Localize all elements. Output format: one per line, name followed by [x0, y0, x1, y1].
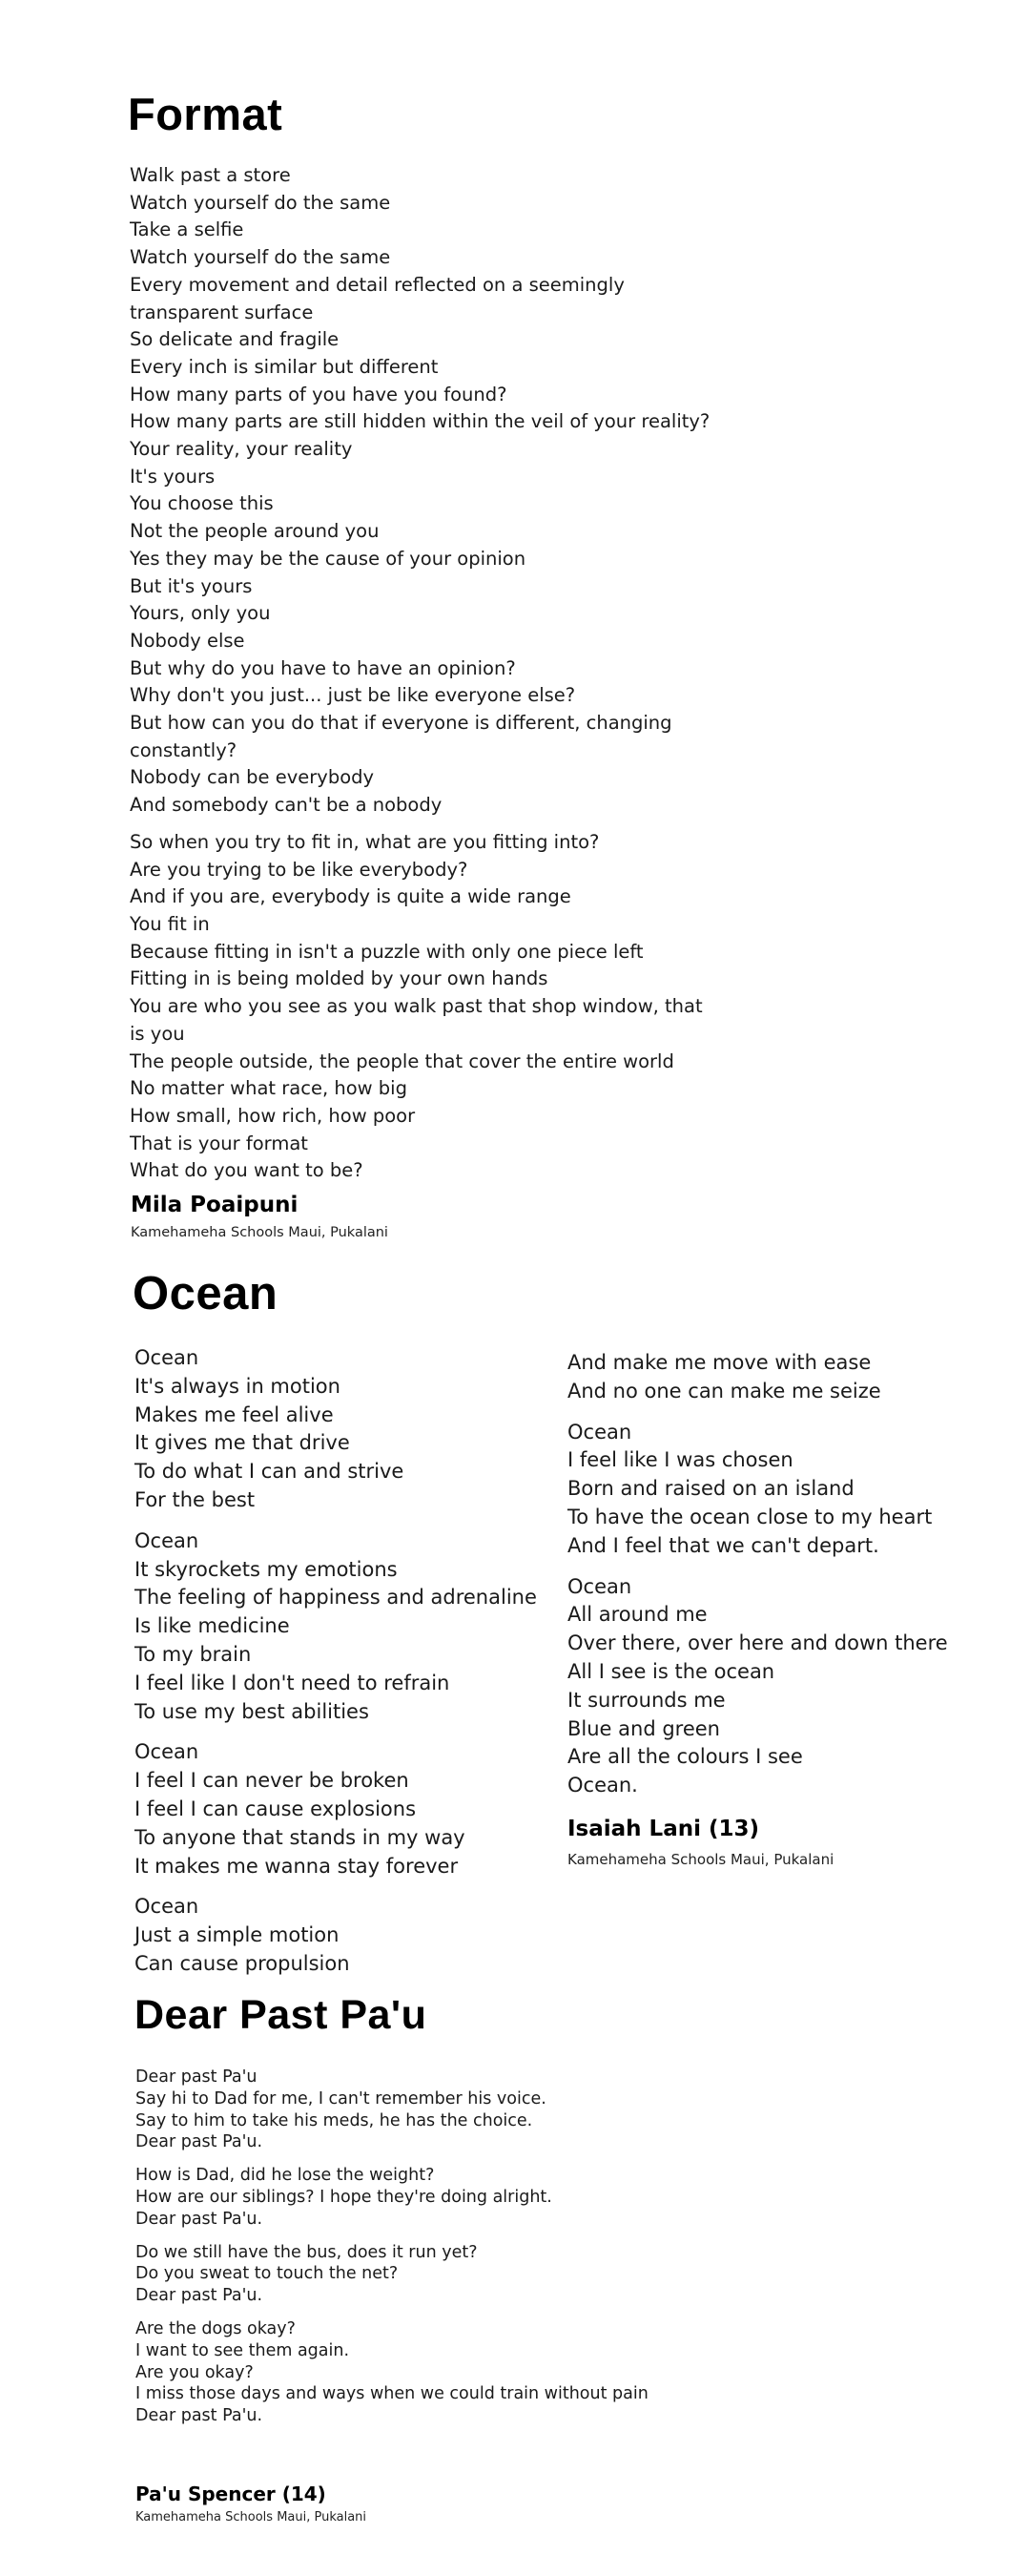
poem-line: Say hi to Dad for me, I can't remember his voice. [135, 2088, 546, 2109]
poem-column-right [567, 1349, 987, 1869]
poem-line: I feel I can cause explosions [134, 1797, 417, 1820]
author-school: Kamehameha Schools Maui, Pukalani [567, 1850, 834, 1868]
poem-title-ocean: Ocean [133, 1268, 278, 1319]
stanza [135, 2318, 803, 2427]
poem-line: I want to see them again. [135, 2340, 350, 2360]
poem-line: Every movement and detail reflected on a seemingly [130, 273, 625, 296]
poem-line: And no one can make me seize [567, 1379, 881, 1402]
poem-line: It surrounds me [567, 1688, 726, 1712]
poem-line: Take a selfie [130, 218, 244, 241]
poem-line: But why do you have to have an opinion? [130, 656, 516, 679]
poem-line: And I feel that we can't depart. [567, 1533, 879, 1557]
author-school: Kamehameha Schools Maui, Pukalani [135, 2510, 367, 2524]
author-name: Mila Poaipuni [131, 1193, 299, 1217]
poem-line: It's yours [130, 465, 216, 488]
poem-line: That is your format [130, 1132, 308, 1154]
poem-line: transparent surface [130, 301, 314, 323]
poem-line: How many parts are still hidden within the veil of your reality? [130, 410, 711, 433]
poem-column-left [134, 1344, 545, 1979]
poem-line: To have the ocean close to my heart [567, 1505, 933, 1528]
poem-line: Do we still have the bus, does it run yet? [135, 2242, 478, 2262]
poem-line: Ocean [567, 1574, 632, 1598]
poem-line: Every inch is similar but different [130, 355, 439, 378]
poem-line: I feel like I was chosen [567, 1448, 793, 1472]
poem-line: Dear past Pa'u [135, 2067, 258, 2087]
poem-line: How small, how rich, how poor [130, 1104, 416, 1127]
poem-line: Can cause propulsion [134, 1951, 350, 1975]
poem-line: Ocean [134, 1346, 199, 1369]
poem-line: I miss those days and ways when we could train without pain [135, 2384, 649, 2404]
poem-line: You are who you see as you walk past that shop window, that [130, 995, 703, 1018]
poem-line: No matter what race, how big [130, 1077, 407, 1100]
author-name: Pa'u Spencer (14) [135, 2483, 326, 2505]
poem-line: I feel like I don't need to refrain [134, 1671, 450, 1694]
poem-line: Your reality, your reality [130, 438, 353, 461]
stanza [134, 1527, 545, 1727]
poem-line: So delicate and fragile [130, 328, 340, 351]
poem-line: But it's yours [130, 574, 253, 597]
stanza [135, 2242, 803, 2307]
stanza [130, 829, 740, 1185]
poem-line: Dear past Pa'u. [135, 2132, 263, 2152]
poem-line: Nobody else [130, 629, 245, 652]
author-name: Isaiah Lani (13) [567, 1816, 760, 1841]
poem-line: Walk past a store [130, 164, 291, 186]
stanza [134, 1893, 545, 1978]
poem-line: Dear past Pa'u. [135, 2209, 263, 2229]
poem-line: So when you try to fit in, what are you fitting into? [130, 830, 600, 853]
poem-line: It gives me that drive [134, 1431, 350, 1455]
poem-line: Not the people around you [130, 520, 380, 543]
poem-line: Just a simple motion [134, 1923, 340, 1947]
poem-line: Dear past Pa'u. [135, 2406, 263, 2426]
poem-line: The feeling of happiness and adrenaline [134, 1586, 537, 1610]
poem-line: You choose this [130, 492, 274, 515]
poem-line: Born and raised on an island [567, 1477, 855, 1501]
poem-line: Are the dogs okay? [135, 2318, 296, 2338]
poem-line: And somebody can't be a nobody [130, 794, 443, 817]
stanza [567, 1349, 987, 1406]
poem-line: What do you want to be? [130, 1159, 363, 1182]
poem-line: To my brain [134, 1642, 252, 1666]
poem-line: Fitting in is being molded by your own hands [130, 967, 548, 990]
stanza [135, 2165, 803, 2230]
poem-body-format [130, 162, 740, 1185]
poem-line: And make me move with ease [567, 1351, 872, 1374]
poem-line: Are you trying to be like everybody? [130, 858, 468, 881]
stanza [134, 1738, 545, 1880]
poem-title-dear-past-pau: Dear Past Pa'u [134, 1992, 427, 2038]
poem-line: How are our siblings? I hope they're doing alright. [135, 2187, 552, 2207]
author-credit [131, 1193, 388, 1240]
poem-line: Say to him to take his meds, he has the choice. [135, 2110, 533, 2130]
poem-line: Blue and green [567, 1716, 720, 1740]
poem-line: Are you okay? [135, 2362, 254, 2382]
stanza [134, 1344, 545, 1515]
poem-line: Because fitting in isn't a puzzle with only one piece left [130, 940, 644, 963]
poem-line: You fit in [130, 912, 210, 935]
stanza [130, 162, 740, 820]
stanza [567, 1573, 987, 1800]
poem-line: For the best [134, 1487, 256, 1511]
poem-line: Why don't you just... just be like everyone else? [130, 684, 576, 707]
poem-line: Ocean [567, 1420, 632, 1444]
poem-line: The people outside, the people that cover the entire world [130, 1049, 674, 1072]
poem-line: Ocean [134, 1740, 199, 1764]
poem-line: Yes they may be the cause of your opinion [130, 547, 526, 570]
poem-line: constantly? [130, 738, 237, 761]
poem-line: Ocean. [567, 1774, 638, 1797]
poem-line: Dear past Pa'u. [135, 2286, 263, 2306]
stanza [135, 2067, 803, 2153]
poem-line: To anyone that stands in my way [134, 1825, 465, 1849]
poem-line: It's always in motion [134, 1374, 340, 1398]
poem-line: How is Dad, did he lose the weight? [135, 2166, 435, 2186]
poem-body-dear-past-pau [135, 2067, 803, 2427]
poem-line: All I see is the ocean [567, 1659, 775, 1683]
poem-line: Do you sweat to touch the net? [135, 2264, 399, 2284]
poem-line: Ocean [134, 1528, 199, 1552]
poem-title-format: Format [128, 89, 283, 139]
poem-line: I feel I can never be broken [134, 1769, 409, 1793]
poem-line: To do what I can and strive [134, 1460, 404, 1484]
author-credit [567, 1816, 987, 1869]
author-credit [135, 2483, 366, 2524]
poem-line: Nobody can be everybody [130, 766, 375, 789]
poem-line: How many parts of you have you found? [130, 383, 507, 405]
poem-line: Watch yourself do the same [130, 246, 391, 269]
poem-line: Yours, only you [130, 602, 271, 625]
poem-line: All around me [567, 1603, 708, 1627]
poem-line: To use my best abilities [134, 1699, 369, 1723]
stanza [567, 1419, 987, 1561]
poem-line: Are all the colours I see [567, 1745, 803, 1769]
author-school: Kamehameha Schools Maui, Pukalani [131, 1225, 388, 1240]
poem-line: Is like medicine [134, 1614, 290, 1638]
poem-line: Ocean [134, 1895, 199, 1919]
poem-line: But how can you do that if everyone is different, changing [130, 712, 672, 735]
poem-line: is you [130, 1022, 185, 1045]
poem-line: It makes me wanna stay forever [134, 1854, 459, 1878]
poem-line: Over there, over here and down there [567, 1631, 948, 1655]
poem-line: Watch yourself do the same [130, 191, 391, 214]
poem-line: Makes me feel alive [134, 1402, 334, 1426]
poem-line: And if you are, everybody is quite a wide range [130, 885, 571, 908]
poem-line: It skyrockets my emotions [134, 1557, 398, 1581]
